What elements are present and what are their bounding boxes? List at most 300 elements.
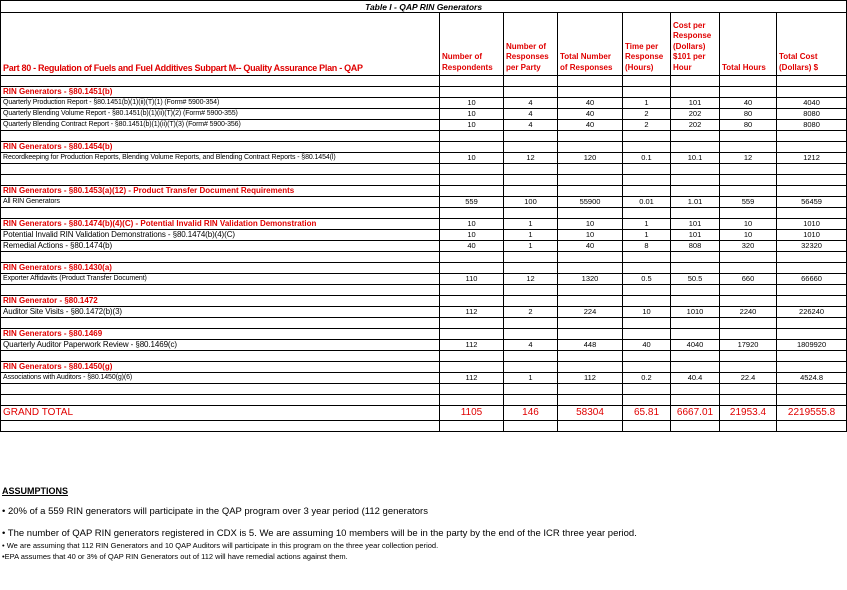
- value-cell: 10: [558, 230, 623, 241]
- value-cell: [504, 263, 558, 274]
- value-cell: 101: [671, 219, 720, 230]
- value-cell: [777, 384, 847, 395]
- table-row: [1, 307, 847, 318]
- table-title-row: [1, 1, 847, 13]
- value-cell: [504, 252, 558, 263]
- value-cell: [558, 175, 623, 186]
- value-cell: [558, 142, 623, 153]
- header-row: [1, 13, 847, 76]
- value-cell: [777, 318, 847, 329]
- value-cell: [777, 186, 847, 197]
- value-cell: [504, 285, 558, 296]
- value-cell: 40: [558, 241, 623, 252]
- value-cell: 559: [440, 197, 504, 208]
- value-cell: [504, 76, 558, 87]
- value-cell: 56459: [777, 197, 847, 208]
- section-label: RIN Generators - §80.1451(b): [1, 87, 440, 98]
- value-cell: [504, 329, 558, 340]
- value-cell: [777, 362, 847, 373]
- value-cell: 10: [440, 98, 504, 109]
- assumptions-heading: ASSUMPTIONS: [2, 486, 69, 496]
- value-cell: 202: [671, 120, 720, 131]
- value-cell: [720, 76, 777, 87]
- section-row: [1, 87, 847, 98]
- value-cell: [440, 296, 504, 307]
- value-cell: 10: [440, 230, 504, 241]
- value-cell: 10: [440, 120, 504, 131]
- value-cell: 80: [720, 109, 777, 120]
- value-cell: 112: [440, 373, 504, 384]
- value-cell: 58304: [558, 406, 623, 421]
- row-label: [1, 395, 440, 406]
- value-cell: 110: [440, 274, 504, 285]
- value-cell: [720, 87, 777, 98]
- value-cell: [671, 263, 720, 274]
- value-cell: [671, 252, 720, 263]
- value-cell: [623, 329, 671, 340]
- value-cell: [671, 384, 720, 395]
- value-cell: [623, 362, 671, 373]
- value-cell: 1: [504, 241, 558, 252]
- blank-row: [1, 76, 847, 87]
- value-cell: [720, 263, 777, 274]
- value-cell: 10: [558, 219, 623, 230]
- value-cell: [671, 186, 720, 197]
- blank-row: [1, 285, 847, 296]
- value-cell: [623, 175, 671, 186]
- value-cell: 55900: [558, 197, 623, 208]
- row-label: [1, 175, 440, 186]
- value-cell: 112: [440, 307, 504, 318]
- row-label: [1, 131, 440, 142]
- table-row: [1, 153, 847, 164]
- value-cell: 1: [504, 373, 558, 384]
- col-header-respondents: Number of Respondents: [440, 13, 504, 76]
- value-cell: [440, 252, 504, 263]
- value-cell: [440, 395, 504, 406]
- value-cell: [623, 318, 671, 329]
- row-label: Potential Invalid RIN Validation Demonstrations - §80.1474(b)(4)(C): [1, 230, 440, 241]
- row-label: [1, 76, 440, 87]
- value-cell: [777, 164, 847, 175]
- value-cell: [720, 296, 777, 307]
- value-cell: [558, 252, 623, 263]
- section-label: RIN Generators - §80.1474(b)(4)(C) - Potential Invalid RIN Validation Demonstration: [1, 219, 440, 230]
- assumption-line: • 20% of a 559 RIN generators will participate in the QAP program over 3 year period (112 generators: [2, 506, 428, 517]
- value-cell: 12: [720, 153, 777, 164]
- section-row: [1, 329, 847, 340]
- value-cell: [504, 186, 558, 197]
- value-cell: [504, 362, 558, 373]
- value-cell: 22.4: [720, 373, 777, 384]
- value-cell: 1320: [558, 274, 623, 285]
- value-cell: [671, 351, 720, 362]
- value-cell: [671, 76, 720, 87]
- value-cell: [504, 351, 558, 362]
- section-label: RIN Generators - §80.1469: [1, 329, 440, 340]
- assumption-line: • We are assuming that 112 RIN Generators and 10 QAP Auditors will participate in this program on the three year collection period.: [2, 541, 439, 550]
- table-row: [1, 109, 847, 120]
- grand-total-row: [1, 406, 847, 421]
- value-cell: 40: [558, 98, 623, 109]
- section-label: RIN Generators - §80.1450(g): [1, 362, 440, 373]
- row-label: Recordkeeping for Production Reports, Blending Volume Reports, and Blending Contract Reports - §80.1454(l): [1, 153, 440, 164]
- value-cell: 32320: [777, 241, 847, 252]
- value-cell: 112: [440, 340, 504, 351]
- blank-row: [1, 384, 847, 395]
- value-cell: [720, 131, 777, 142]
- value-cell: [777, 263, 847, 274]
- assumption-line: •EPA assumes that 40 or 3% of QAP RIN Generators out of 112 will have remedial actions against them.: [2, 552, 348, 561]
- value-cell: 65.81: [623, 406, 671, 421]
- value-cell: 10: [720, 219, 777, 230]
- value-cell: [440, 421, 504, 432]
- value-cell: 2: [623, 109, 671, 120]
- value-cell: [623, 76, 671, 87]
- row-label: Quarterly Production Report - §80.1451(b)(1)(ii)(T)(1) (Form# 5900-354): [1, 98, 440, 109]
- table-row: [1, 197, 847, 208]
- value-cell: 1010: [777, 230, 847, 241]
- assumptions-block: [2, 486, 842, 561]
- value-cell: [720, 186, 777, 197]
- table-row: [1, 373, 847, 384]
- value-cell: 40: [558, 109, 623, 120]
- value-cell: 146: [504, 406, 558, 421]
- value-cell: [671, 164, 720, 175]
- value-cell: 66660: [777, 274, 847, 285]
- col-header-cost-per-response: Cost per Response (Dollars) $101 per Hour: [671, 13, 720, 76]
- table-row: [1, 340, 847, 351]
- value-cell: 101: [671, 98, 720, 109]
- value-cell: [440, 263, 504, 274]
- section-label: RIN Generators - §80.1430(a): [1, 263, 440, 274]
- row-label: Quarterly Auditor Paperwork Review - §80.1469(c): [1, 340, 440, 351]
- value-cell: [440, 351, 504, 362]
- value-cell: 4040: [777, 98, 847, 109]
- col-header-total-cost: Total Cost (Dollars) $: [777, 13, 847, 76]
- value-cell: [440, 186, 504, 197]
- value-cell: 0.5: [623, 274, 671, 285]
- value-cell: [720, 285, 777, 296]
- blank-row: [1, 131, 847, 142]
- value-cell: [623, 395, 671, 406]
- section-label: RIN Generator - §80.1472: [1, 296, 440, 307]
- value-cell: [671, 296, 720, 307]
- value-cell: [504, 131, 558, 142]
- blank-row: [1, 318, 847, 329]
- value-cell: 448: [558, 340, 623, 351]
- value-cell: 4: [504, 98, 558, 109]
- value-cell: [720, 318, 777, 329]
- value-cell: [671, 318, 720, 329]
- value-cell: [504, 318, 558, 329]
- value-cell: 1010: [777, 219, 847, 230]
- value-cell: [623, 142, 671, 153]
- value-cell: [558, 421, 623, 432]
- regulation-header: Part 80 - Regulation of Fuels and Fuel Additives Subpart M-- Quality Assurance Plan - QAP: [1, 13, 440, 76]
- section-row: [1, 186, 847, 197]
- table-row: [1, 230, 847, 241]
- value-cell: 2240: [720, 307, 777, 318]
- value-cell: 8080: [777, 120, 847, 131]
- value-cell: [558, 285, 623, 296]
- value-cell: [720, 395, 777, 406]
- value-cell: 50.5: [671, 274, 720, 285]
- value-cell: [558, 296, 623, 307]
- value-cell: 6667.01: [671, 406, 720, 421]
- value-cell: 4040: [671, 340, 720, 351]
- value-cell: 1809920: [777, 340, 847, 351]
- row-label: [1, 421, 440, 432]
- row-label: Quarterly Blending Volume Report - §80.1451(b)(1)(ii)(T)(2) (Form# 5900-355): [1, 109, 440, 120]
- row-label: [1, 208, 440, 219]
- col-header-responses-per-party: Number of Responses per Party: [504, 13, 558, 76]
- value-cell: 17920: [720, 340, 777, 351]
- value-cell: [504, 87, 558, 98]
- value-cell: 1: [623, 219, 671, 230]
- value-cell: [720, 421, 777, 432]
- value-cell: [504, 384, 558, 395]
- value-cell: [671, 131, 720, 142]
- value-cell: [440, 318, 504, 329]
- value-cell: [440, 175, 504, 186]
- value-cell: [671, 87, 720, 98]
- value-cell: 4: [504, 340, 558, 351]
- value-cell: 2219555.8: [777, 406, 847, 421]
- value-cell: [440, 329, 504, 340]
- value-cell: 1010: [671, 307, 720, 318]
- value-cell: [777, 175, 847, 186]
- value-cell: [440, 76, 504, 87]
- value-cell: [720, 329, 777, 340]
- col-header-total-hours: Total Hours: [720, 13, 777, 76]
- value-cell: [440, 362, 504, 373]
- row-label: Quarterly Blending Contract Report - §80.1451(b)(1)(ii)(T)(3) (Form# 5900-356): [1, 120, 440, 131]
- value-cell: 1: [504, 230, 558, 241]
- value-cell: [440, 164, 504, 175]
- value-cell: [623, 351, 671, 362]
- value-cell: [671, 329, 720, 340]
- value-cell: 559: [720, 197, 777, 208]
- blank-row: [1, 351, 847, 362]
- value-cell: [504, 164, 558, 175]
- value-cell: [558, 208, 623, 219]
- blank-row: [1, 208, 847, 219]
- value-cell: 0.01: [623, 197, 671, 208]
- value-cell: 0.2: [623, 373, 671, 384]
- value-cell: 12: [504, 153, 558, 164]
- value-cell: 4: [504, 109, 558, 120]
- value-cell: [777, 285, 847, 296]
- value-cell: 12: [504, 274, 558, 285]
- value-cell: [558, 131, 623, 142]
- value-cell: [558, 384, 623, 395]
- value-cell: 10: [720, 230, 777, 241]
- col-header-total-responses: Total Number of Responses: [558, 13, 623, 76]
- value-cell: 100: [504, 197, 558, 208]
- blank-row: [1, 175, 847, 186]
- value-cell: [671, 208, 720, 219]
- blank-row: [1, 395, 847, 406]
- value-cell: [504, 208, 558, 219]
- value-cell: [623, 131, 671, 142]
- value-cell: [777, 131, 847, 142]
- value-cell: 120: [558, 153, 623, 164]
- value-cell: [671, 362, 720, 373]
- value-cell: [440, 87, 504, 98]
- value-cell: [623, 208, 671, 219]
- value-cell: [623, 164, 671, 175]
- value-cell: [504, 142, 558, 153]
- row-label: [1, 164, 440, 175]
- value-cell: [777, 142, 847, 153]
- blank-row: [1, 421, 847, 432]
- value-cell: 10: [623, 307, 671, 318]
- col-header-time-per-response: Time per Response (Hours): [623, 13, 671, 76]
- value-cell: 40: [558, 120, 623, 131]
- value-cell: 660: [720, 274, 777, 285]
- value-cell: [777, 421, 847, 432]
- value-cell: [558, 329, 623, 340]
- section-row: [1, 142, 847, 153]
- row-label: [1, 285, 440, 296]
- table-row: [1, 274, 847, 285]
- table-row: [1, 98, 847, 109]
- value-cell: 4524.8: [777, 373, 847, 384]
- value-cell: [777, 296, 847, 307]
- value-cell: [558, 263, 623, 274]
- row-label: Exporter Affidavits (Product Transfer Document): [1, 274, 440, 285]
- value-cell: 320: [720, 241, 777, 252]
- section-label: RIN Generators - §80.1454(b): [1, 142, 440, 153]
- value-cell: [777, 395, 847, 406]
- value-cell: 4: [504, 120, 558, 131]
- value-cell: 226240: [777, 307, 847, 318]
- value-cell: 40: [623, 340, 671, 351]
- value-cell: [720, 208, 777, 219]
- value-cell: [558, 318, 623, 329]
- blank-row: [1, 164, 847, 175]
- row-label: All RIN Generators: [1, 197, 440, 208]
- value-cell: [671, 395, 720, 406]
- value-cell: [440, 142, 504, 153]
- value-cell: [671, 421, 720, 432]
- value-cell: 40: [440, 241, 504, 252]
- value-cell: 40: [720, 98, 777, 109]
- value-cell: [440, 285, 504, 296]
- value-cell: [777, 208, 847, 219]
- value-cell: [720, 384, 777, 395]
- value-cell: 10.1: [671, 153, 720, 164]
- value-cell: [558, 186, 623, 197]
- value-cell: [720, 175, 777, 186]
- value-cell: 1105: [440, 406, 504, 421]
- value-cell: [720, 362, 777, 373]
- value-cell: [623, 252, 671, 263]
- value-cell: [623, 263, 671, 274]
- row-label: Remedial Actions - §80.1474(b): [1, 241, 440, 252]
- value-cell: [777, 76, 847, 87]
- value-cell: 40.4: [671, 373, 720, 384]
- value-cell: 1: [623, 230, 671, 241]
- row-label: [1, 252, 440, 263]
- table-row: [1, 241, 847, 252]
- value-cell: [623, 87, 671, 98]
- row-label: GRAND TOTAL: [1, 406, 440, 421]
- value-cell: [440, 131, 504, 142]
- value-cell: [777, 252, 847, 263]
- row-label: [1, 384, 440, 395]
- section-row: [1, 219, 847, 230]
- value-cell: [671, 285, 720, 296]
- section-label: RIN Generators - §80.1453(a)(12) - Product Transfer Document Requirements: [1, 186, 440, 197]
- value-cell: 1212: [777, 153, 847, 164]
- value-cell: [558, 87, 623, 98]
- table-row: [1, 120, 847, 131]
- value-cell: 808: [671, 241, 720, 252]
- value-cell: 1.01: [671, 197, 720, 208]
- value-cell: [671, 175, 720, 186]
- value-cell: [558, 362, 623, 373]
- value-cell: 2: [504, 307, 558, 318]
- value-cell: 1: [504, 219, 558, 230]
- value-cell: [504, 175, 558, 186]
- row-label: [1, 318, 440, 329]
- value-cell: 10: [440, 219, 504, 230]
- value-cell: [720, 252, 777, 263]
- value-cell: [720, 351, 777, 362]
- section-row: [1, 296, 847, 307]
- value-cell: [720, 164, 777, 175]
- value-cell: 10: [440, 153, 504, 164]
- value-cell: 0.1: [623, 153, 671, 164]
- value-cell: [671, 142, 720, 153]
- value-cell: 101: [671, 230, 720, 241]
- table-title: Table I - QAP RIN Generators: [1, 1, 847, 13]
- value-cell: [777, 351, 847, 362]
- row-label: [1, 351, 440, 362]
- value-cell: 21953.4: [720, 406, 777, 421]
- value-cell: 224: [558, 307, 623, 318]
- value-cell: 10: [440, 109, 504, 120]
- blank-row: [1, 252, 847, 263]
- value-cell: [558, 76, 623, 87]
- section-row: [1, 362, 847, 373]
- value-cell: [440, 208, 504, 219]
- value-cell: 8: [623, 241, 671, 252]
- value-cell: [558, 351, 623, 362]
- value-cell: 202: [671, 109, 720, 120]
- row-label: Auditor Site Visits - §80.1472(b)(3): [1, 307, 440, 318]
- value-cell: [623, 384, 671, 395]
- value-cell: 112: [558, 373, 623, 384]
- section-row: [1, 263, 847, 274]
- value-cell: [623, 186, 671, 197]
- assumption-line: • The number of QAP RIN generators registered in CDX is 5. We are assuming 10 members will be in the party by the end of the ICR three year period.: [2, 528, 637, 539]
- value-cell: [623, 421, 671, 432]
- value-cell: [777, 87, 847, 98]
- value-cell: [558, 395, 623, 406]
- value-cell: [504, 395, 558, 406]
- value-cell: 2: [623, 120, 671, 131]
- value-cell: [623, 296, 671, 307]
- value-cell: 80: [720, 120, 777, 131]
- value-cell: [504, 421, 558, 432]
- value-cell: [504, 296, 558, 307]
- value-cell: 8080: [777, 109, 847, 120]
- value-cell: [558, 164, 623, 175]
- value-cell: 1: [623, 98, 671, 109]
